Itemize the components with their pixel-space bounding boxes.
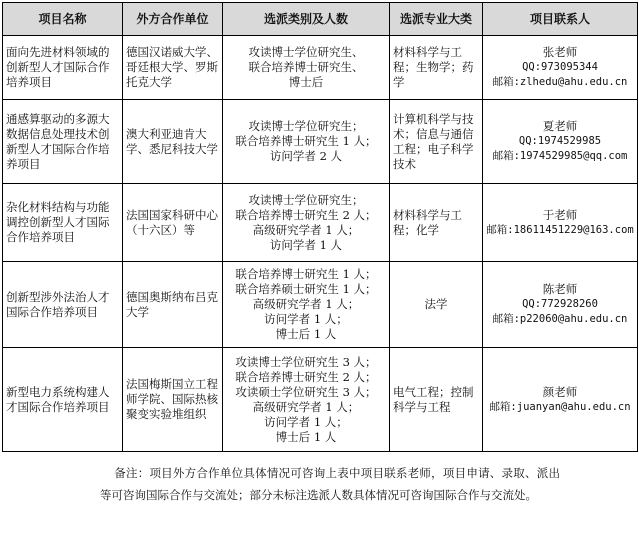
dispatch-type-line: 博士后 1 人 [275,327,337,341]
dispatch-type-line: 访问学者 1 人； [264,312,348,326]
contact-person: 陈老师 [542,282,578,296]
dispatch-type-line: 联合培养博士研究生 2 人； [235,369,377,384]
contact-qq: QQ:772928260 [522,298,598,310]
contact-person: 夏老师 [542,119,578,133]
dispatch-type-line: 联合培养博士研究生 2 人； [235,207,377,222]
remark-text: 备注：项目外方合作单位具体情况可咨询上表中项目联系老师，项目申请、录取、派出等可咨询国际合作与交流处；部分未标注选派人数具体情况可咨询国际合作与交流处。 [100,466,560,502]
table-row [3,262,638,348]
contact-cell [483,36,638,100]
project-name: 通感算驱动的多源大数据信息处理技术创新型人才国际合作培养项目 [3,100,123,184]
contact-email[interactable]: 邮箱:1974529985@qq.com [492,150,628,162]
partner-institution: 德国汉诺威大学、哥廷根大学、罗斯托克大学 [123,36,223,100]
contact-person: 张老师 [542,45,578,59]
dispatch-type-line: 访问学者 2 人 [269,149,343,163]
contact-email[interactable]: 邮箱:18611451229@163.com [486,223,634,236]
partner-institution: 德国奥斯纳布吕克大学 [123,262,223,348]
contact-cell [483,184,638,262]
dispatch-type-line: 联合培养博士研究生 1 人； [235,134,377,148]
dispatch-type-line: 访问学者 1 人 [269,237,343,252]
dispatch-type-line: 攻读博士学位研究生； [248,192,364,207]
contact-email[interactable]: 邮箱:juanyan@ahu.edu.cn [489,400,631,413]
contact-email[interactable]: 邮箱:zlhedu@ahu.edu.cn [492,76,628,88]
major-category: 电气工程；控制科学与工程 [390,348,483,452]
dispatch-types [223,262,390,348]
header-types: 选派类别及人数 [223,3,390,36]
dispatch-type-line: 高级研究学者 1 人； [252,222,360,237]
dispatch-type-line: 高级研究学者 1 人； [252,297,360,311]
contact-person: 颜老师 [542,384,578,399]
major-category: 材料科学与工程；生物学；药学 [390,36,483,100]
table-row [3,100,638,184]
partner-institution: 澳大利亚迪肯大学、悉尼科技大学 [123,100,223,184]
remark-note [100,462,560,506]
dispatch-type-line: 高级研究学者 1 人； [252,399,360,414]
table-row [3,184,638,262]
contact-email[interactable]: 邮箱:p22060@ahu.edu.cn [492,313,628,325]
partner-institution: 法国国家科研中心（十六区）等 [123,184,223,262]
header-major: 选派专业大类 [390,3,483,36]
project-name: 面向先进材料领域的创新型人才国际合作培养项目 [3,36,123,100]
dispatch-type-line: 攻读博士学位研究生； [248,119,364,133]
project-name: 新型电力系统构建人才国际合作培养项目 [3,348,123,452]
dispatch-type-line: 访问学者 1 人； [264,414,348,429]
header-partner: 外方合作单位 [123,3,223,36]
table-row [3,348,638,452]
contact-qq: QQ:973095344 [522,61,598,73]
project-table [2,2,638,452]
dispatch-type-line: 联合培养博士研究生 1 人； [235,267,377,281]
project-name: 杂化材料结构与功能调控创新型人才国际合作培养项目 [3,184,123,262]
major-category: 计算机科学与技术；信息与通信工程；电子科学技术 [390,100,483,184]
contact-person: 于老师 [542,207,578,222]
dispatch-type-line: 攻读博士学位研究生 3 人； [235,354,377,369]
dispatch-types [223,348,390,452]
dispatch-type-line: 联合培养博士研究生、 [248,60,364,74]
header-project-name: 项目名称 [3,3,123,36]
partner-institution: 法国梅斯国立工程师学院、国际热核聚变实验堆组织 [123,348,223,452]
dispatch-type-line: 联合培养硕士研究生 1 人； [235,282,377,296]
contact-cell [483,262,638,348]
dispatch-types [223,100,390,184]
dispatch-type-line: 攻读硕士学位研究生 3 人； [235,384,377,399]
major-category: 法学 [390,262,483,348]
project-name: 创新型涉外法治人才国际合作培养项目 [3,262,123,348]
dispatch-type-line: 攻读博士学位研究生、 [248,45,364,59]
contact-cell [483,100,638,184]
dispatch-types [223,184,390,262]
contact-cell [483,348,638,452]
table-header-row [3,3,638,36]
major-category: 材料科学与工程；化学 [390,184,483,262]
dispatch-type-line: 博士后 1 人 [275,429,337,444]
contact-qq: QQ:1974529985 [518,135,602,147]
table-row [3,36,638,100]
dispatch-types [223,36,390,100]
header-contact: 项目联系人 [483,3,638,36]
dispatch-type-line: 博士后 [288,75,324,89]
